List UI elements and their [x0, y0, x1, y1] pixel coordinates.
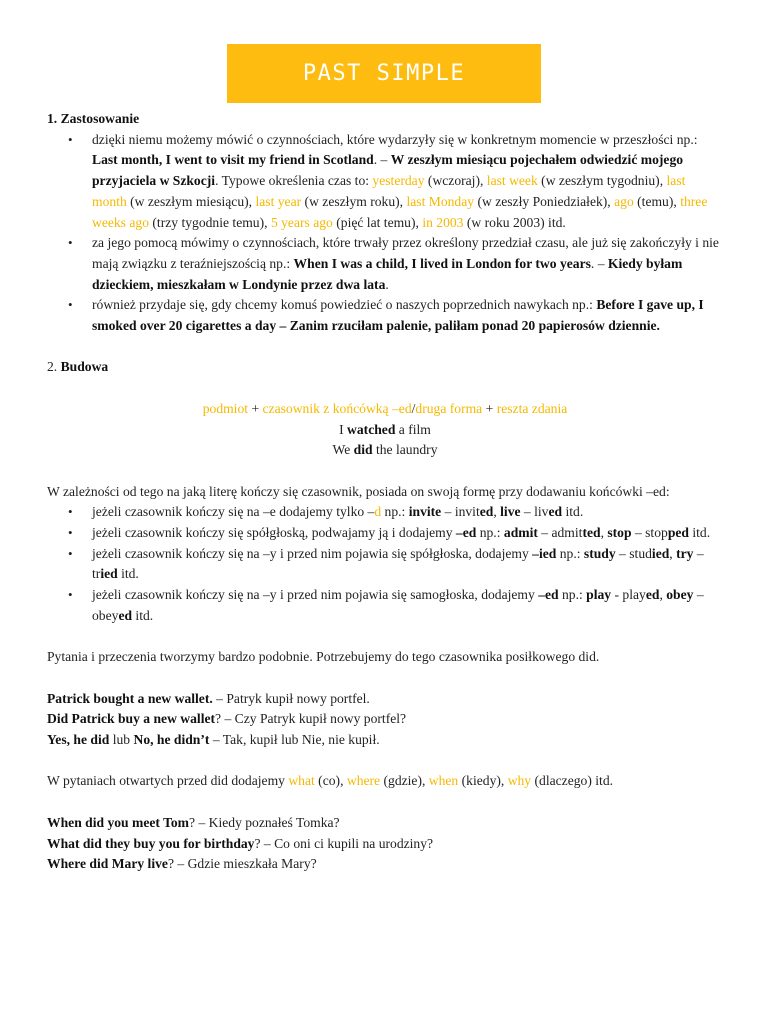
rules-list [47, 502, 723, 626]
questions-intro: Pytania i przeczenia tworzymy bardzo podobnie. Potrzebujemy do tego czasownika posiłkowego did. [47, 649, 600, 665]
example-statement: Patrick bought a new wallet. – Patryk kupił nowy portfel. [47, 690, 370, 706]
section-heading-structure: 2. Budowa [47, 359, 109, 375]
rules-intro: W zależności od tego na jaką literę kończy się czasownik, posiada on swoją formę przy dodawaniu końcówki –ed: [47, 483, 670, 499]
wh-example-3: Where did Mary live? – Gdzie mieszkała Mary? [47, 856, 317, 872]
usage-list [47, 130, 723, 337]
usage-item-1: • dzięki niemu możemy mówić o czynnościach, które wydarzyły się w konkretnym momencie w przeszłości np.: Last month, I went to visit my friend in Scotland. – W zeszłym miesiącu pojechałem odwiedzić mojego przyjaciela w Szkocji. Typowe określenia czas to: yesterday (wczoraj), last week (w zeszłym tygodniu), last month (w zeszłym miesiącu), last year (w zeszłym roku), last Monday (w zeszły Poniedziałek), ago (temu), three weeks ago (trzy tygodnie temu), 5 years ago (pięć lat temu), in 2003 (w roku 2003) itd. [47, 130, 723, 234]
rule-item-2: • jeżeli czasownik kończy się spółgłoską, podwajamy ją i dodajemy –ed np.: admit – admitted, stop – stopped itd. [47, 523, 723, 544]
structure-example-1: I watched a film [339, 421, 431, 437]
title-banner [227, 44, 541, 103]
wh-example-2: What did they buy you for birthday? – Co oni ci kupili na urodziny? [47, 835, 434, 851]
rule-item-1: • jeżeli czasownik kończy się na –e dodajemy tylko –d np.: invite – invited, live – lived itd. [47, 502, 723, 523]
open-questions-intro: W pytaniach otwartych przed did dodajemy what (co), where (gdzie), when (kiedy), why (dlaczego) itd. [47, 773, 614, 789]
usage-item-3: • również przydaje się, gdy chcemy komuś powiedzieć o naszych poprzednich nawykach np.: Before I gave up, I smoked over 20 cigarettes a day – Zanim rzuciłam palenie, paliłam ponad 20 papierosów dziennie. [47, 295, 723, 336]
usage-item-2: • za jego pomocą mówimy o czynnościach, które trwały przez określony przedział czasu, ale już się zakończyły i nie mają związku z teraźniejszością np.: When I was a child, I lived in London for two years. – Kiedy byłam dzieckiem, mieszkałam w Londynie przez dwa lata. [47, 233, 723, 295]
wh-example-1: When did you meet Tom? – Kiedy poznałeś Tomka? [47, 814, 340, 830]
page-title: PAST SIMPLE [302, 61, 466, 86]
document-body [47, 109, 723, 875]
example-answers: Yes, he did lub No, he didn’t – Tak, kupił lub Nie, nie kupił. [47, 732, 380, 748]
structure-formula: podmiot + czasownik z końcówką –ed/druga forma + reszta zdania [202, 400, 568, 416]
structure-example-2: We did the laundry [332, 442, 438, 458]
example-question: Did Patrick buy a new wallet? – Czy Patryk kupił nowy portfel? [47, 711, 407, 727]
rule-item-3: • jeżeli czasownik kończy się na –y i przed nim pojawia się spółgłoska, dodajemy –ied np.: study – studied, try – tried itd. [47, 544, 723, 585]
section-heading-usage: 1. Zastosowanie [47, 111, 140, 126]
rule-item-4: • jeżeli czasownik kończy się na –y i przed nim pojawia się samogłoska, dodajemy –ed np.: play - played, obey – obeyed itd. [47, 585, 723, 626]
